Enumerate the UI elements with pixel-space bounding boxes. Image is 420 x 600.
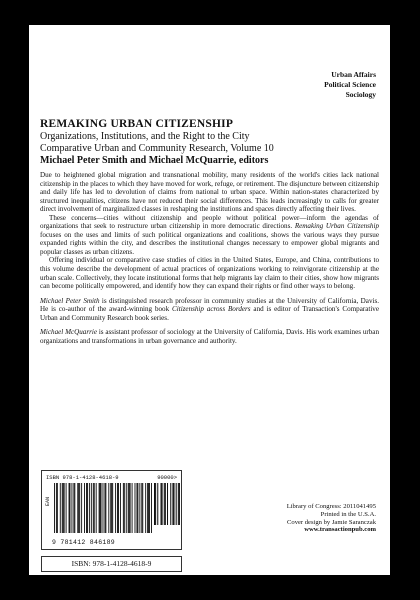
library-of-congress: Library of Congress: 2011041495 bbox=[286, 503, 376, 510]
barcode-bar bbox=[104, 483, 105, 533]
addon-bar bbox=[162, 483, 163, 525]
paragraph-concerns-text-b: focuses on the uses and limits of such political organizations and coalitions, shows the various ways they pursue expanded rights within the city, and describes the institutional changes necessary to empower global migrants and popular classes as urban citizens. bbox=[40, 230, 379, 256]
editors-line: Michael Peter Smith and Michael McQuarrie, editors bbox=[40, 155, 269, 166]
barcode-bar bbox=[81, 483, 82, 533]
barcode-bar bbox=[142, 483, 143, 533]
addon-bar bbox=[165, 483, 166, 525]
barcode-bar bbox=[93, 483, 94, 533]
barcode-bar bbox=[79, 483, 80, 533]
addon-bar bbox=[170, 483, 171, 525]
barcode-bar bbox=[60, 483, 61, 533]
barcode-bar bbox=[71, 483, 72, 533]
addon-bar bbox=[155, 483, 156, 525]
book-title-italic: Remaking Urban Citizenship bbox=[294, 222, 379, 231]
barcode-bar bbox=[118, 483, 119, 533]
book-title: REMAKING URBAN CITIZENSHIP bbox=[40, 118, 234, 130]
barcode-bar bbox=[56, 483, 57, 533]
barcode-bar bbox=[94, 483, 95, 533]
barcode-bar bbox=[112, 483, 113, 533]
paragraph-concerns bbox=[40, 214, 379, 257]
bio-mcquarrie-text: is assistant professor of sociology at the University of California, Davis. His work examines urban organizations and transformations in urban governance and authority. bbox=[40, 328, 379, 345]
barcode-bar bbox=[99, 483, 100, 533]
barcode-bar bbox=[62, 483, 63, 533]
barcode-bar bbox=[111, 483, 112, 533]
bio-smith-text-a: is distinguished research professor in community studies at the University of California, Davis. He is co-author of the award-winning book bbox=[40, 296, 379, 314]
barcode-bar bbox=[145, 483, 146, 533]
isbn-box: ISBN: 978-1-4128-4618-9 bbox=[41, 556, 182, 572]
subject-categories bbox=[324, 70, 376, 100]
addon-bar bbox=[178, 483, 179, 525]
barcode-bar bbox=[73, 483, 74, 533]
addon-bar bbox=[179, 483, 180, 525]
paragraph-concerns-text-a: These concerns—cities without citizenship and people without political power—inform the agendas of organizations that seek to restructure urban citizenship in more democratic directions. bbox=[40, 213, 379, 231]
barcode-bar bbox=[57, 483, 58, 533]
barcode-bar bbox=[96, 483, 97, 533]
barcode-bar bbox=[91, 483, 92, 533]
barcode-bar bbox=[70, 483, 71, 533]
paragraph-intro: Due to heightened global migration and transnational mobility, many residents of the world's cities lack national citizenship in the places to which they have moved for work, refuge, or retirement. The disjuncture between citizenship and daily life has led to devolution of claims from national to urban space. Within nation-states characterized by structured inequalities, citizens have not reduced their social differences. This leads increasingly to calls for greater direct involvement of marginalized classes in reshaping the institutions and spaces directly affecting their lives. bbox=[40, 171, 379, 214]
subject-sociology: Sociology bbox=[345, 90, 376, 99]
barcode-bar bbox=[63, 483, 64, 533]
addon-bar bbox=[164, 483, 165, 525]
barcode-bar bbox=[136, 483, 137, 533]
barcode-bars bbox=[54, 483, 152, 533]
barcode-bar bbox=[54, 483, 55, 533]
bio-smith-book: Citizenship across Borders bbox=[172, 305, 251, 314]
barcode-bar bbox=[115, 483, 116, 533]
barcode-bar bbox=[137, 483, 138, 533]
subject-political-science: Political Science bbox=[324, 80, 376, 89]
addon-bar bbox=[161, 483, 162, 525]
barcode-bar bbox=[100, 483, 101, 533]
barcode-bar bbox=[132, 483, 133, 533]
addon-bar bbox=[176, 483, 177, 525]
title-block bbox=[40, 118, 379, 167]
barcode-bar bbox=[149, 483, 150, 533]
bio-mcquarrie bbox=[40, 328, 379, 345]
barcode-bar bbox=[129, 483, 130, 533]
barcode-bar bbox=[69, 483, 70, 533]
subject-urban-affairs: Urban Affairs bbox=[331, 70, 376, 79]
barcode-bar bbox=[64, 483, 65, 533]
barcode-bar bbox=[124, 483, 125, 533]
colophon bbox=[287, 503, 376, 534]
barcode-bar bbox=[108, 483, 109, 533]
barcode-digits: 9 781412 846189 bbox=[52, 539, 116, 546]
barcode-bar bbox=[74, 483, 75, 533]
blurb bbox=[40, 171, 379, 345]
barcode-bar bbox=[89, 483, 90, 533]
printed-in: Printed in the U.S.A. bbox=[320, 510, 376, 518]
addon-bar bbox=[172, 483, 173, 525]
barcode-bar bbox=[135, 483, 136, 533]
barcode-bar bbox=[128, 483, 129, 533]
cover-design-credit: Cover design by Jamie Saranczak bbox=[287, 518, 376, 526]
barcode-bar bbox=[139, 483, 140, 533]
barcode-bar bbox=[148, 483, 149, 533]
barcode-bar bbox=[105, 483, 106, 533]
bio-mcquarrie-name: Michael McQuarrie bbox=[40, 328, 97, 337]
bio-smith-text-b: and is editor of Transaction's Comparative Urban and Community Research book series. bbox=[40, 305, 380, 322]
barcode-bar bbox=[120, 483, 121, 533]
addon-bar bbox=[174, 483, 175, 525]
barcode-bar bbox=[87, 483, 88, 533]
barcode-bar bbox=[117, 483, 118, 533]
addon-bar bbox=[154, 483, 155, 525]
barcode-bar bbox=[123, 483, 124, 533]
book-subtitle: Organizations, Institutions, and the Right to the City bbox=[40, 131, 250, 142]
barcode-bar bbox=[77, 483, 78, 533]
paragraph-case-studies: Offering individual or comparative case studies of cities in the United States, Europe, and China, contributions to this volume describe the development of actual practices of organizations working to reinvigorate citizenship at the urban scale. Collectively, they locate institutional forms that help migrants lay claim to their cities, show how migrants can become politically empowered, and identify how they can expand their rights or find other ways to belong. bbox=[40, 256, 379, 291]
addon-bar bbox=[157, 483, 158, 525]
barcode-bar bbox=[130, 483, 131, 533]
barcode-addon-bars bbox=[154, 483, 180, 525]
bio-smith bbox=[40, 297, 379, 323]
barcode-bar bbox=[147, 483, 148, 533]
barcode-bar bbox=[126, 483, 127, 533]
barcode-bar bbox=[151, 483, 152, 533]
barcode-bar bbox=[141, 483, 142, 533]
series-line: Comparative Urban and Community Research, Volume 10 bbox=[40, 143, 274, 154]
back-cover bbox=[29, 25, 390, 575]
barcode bbox=[41, 470, 182, 550]
publisher-url: www.transactionpub.com bbox=[304, 526, 376, 534]
barcode-bar bbox=[101, 483, 102, 533]
barcode-bar bbox=[84, 483, 85, 533]
barcode-isbn: ISBN 978-1-4128-4618-9 bbox=[46, 474, 119, 481]
barcode-bar bbox=[110, 483, 111, 533]
barcode-ean-label: EAN bbox=[45, 497, 51, 507]
barcode-bar bbox=[66, 483, 67, 533]
barcode-bar bbox=[78, 483, 79, 533]
barcode-bar bbox=[86, 483, 87, 533]
bio-smith-name: Michael Peter Smith bbox=[40, 296, 100, 305]
addon-bar bbox=[167, 483, 168, 525]
barcode-price-code: 90000> bbox=[157, 474, 177, 481]
barcode-bar bbox=[103, 483, 104, 533]
